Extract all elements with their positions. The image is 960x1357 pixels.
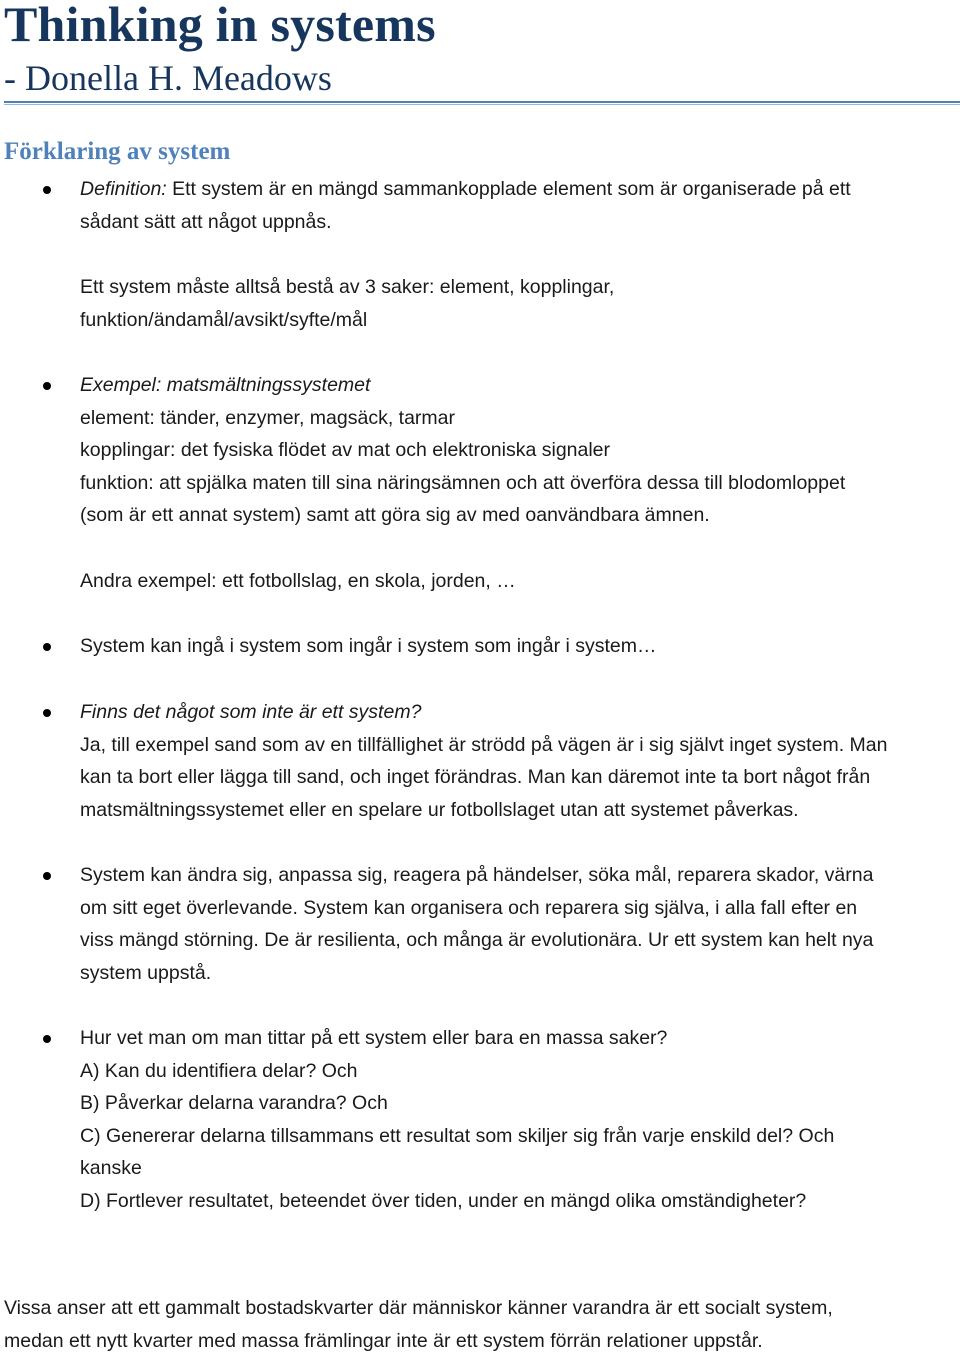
document-subtitle: - Donella H. Meadows: [4, 58, 332, 98]
how-answer-b: B) Påverkar delarna varandra? Och: [80, 1092, 388, 1115]
list-item-example: [80, 369, 956, 532]
question-text: Finns det något som inte är ett system?: [80, 701, 422, 723]
change-line: System kan ändra sig, anpassa sig, reagera på händelser, söka mål, reparera skador, värna: [80, 864, 874, 886]
list-item-question: [80, 696, 956, 826]
definition-line-1: [80, 173, 956, 206]
definition-text: Ett system är en mängd sammankopplade element som är organiserade på ett: [166, 178, 851, 200]
how-question: Hur vet man om man tittar på ett system eller bara en massa saker?: [80, 1027, 668, 1049]
example-line: kopplingar: det fysiska flödet av mat och elektroniska signaler: [80, 439, 611, 462]
answer-line: matsmältningssystemet eller en spelare ur fotbollslaget utan att systemet påverkas.: [80, 798, 799, 821]
title-divider: [4, 101, 960, 103]
answer-line: Ja, till exempel sand som av en tillfällighet är strödd på vägen är i sig självt inget system. Man: [80, 733, 888, 756]
closing-line: Vissa anser att ett gammalt bostadskvarter där människor känner varandra är ett socialt system,: [4, 1297, 833, 1319]
section-heading: Förklaring av system: [4, 138, 231, 165]
document-title-block: [4, 0, 960, 100]
list-item-change: [80, 859, 956, 989]
example-line: funktion: att spjälka maten till sina näringsämnen och att överföra dessa till blodomloppet: [80, 471, 846, 494]
how-answer-d: D) Fortlever resultatet, beteendet över tiden, under en mängd olika omständigheter?: [80, 1189, 807, 1212]
document-title: Thinking in systems: [4, 0, 436, 52]
change-line: om sitt eget överlevande. System kan organisera och reparera sig själva, i alla fall efter en: [80, 896, 858, 919]
list-item-how: [80, 1022, 956, 1218]
how-answer-c-cont: kanske: [80, 1157, 142, 1180]
bullet-icon: [43, 382, 51, 390]
other-examples-text: Andra exempel: ett fotbollslag, en skola, jorden, …: [80, 570, 516, 592]
bullet-icon: [43, 872, 51, 880]
how-answer-a: A) Kan du identifiera delar? Och: [80, 1059, 358, 1082]
example-line: element: tänder, enzymer, magsäck, tarmar: [80, 406, 455, 429]
definition-line-2: sådant sätt att något uppnås.: [80, 210, 332, 233]
answer-line: kan ta bort eller lägga till sand, och inget förändras. Man kan däremot inte ta bort något från: [80, 766, 871, 789]
nested-text: System kan ingå i system som ingår i system som ingår i system…: [80, 635, 657, 657]
example-label: Exempel: matsmältningssystemet: [80, 374, 371, 396]
bullet-icon: [43, 643, 51, 651]
list-item-definition: [80, 173, 956, 238]
bullet-icon: [43, 709, 51, 717]
title-divider-thin: [4, 104, 960, 105]
paragraph-other-examples: [80, 565, 956, 598]
closing-paragraph: [4, 1292, 954, 1357]
definition-label: Definition:: [80, 178, 167, 200]
how-answer-c: C) Genererar delarna tillsammans ett resultat som skiljer sig från varje enskild del? Och: [80, 1124, 835, 1147]
list-item-nested: [80, 630, 956, 663]
change-line: viss mängd störning. De är resilienta, och många är evolutionära. Ur ett system kan helt nya: [80, 929, 874, 952]
example-line: (som är ett annat system) samt att göra sig av med oanvändbara ämnen.: [80, 504, 710, 527]
bullet-icon: [43, 1035, 51, 1043]
paragraph-line: funktion/ändamål/avsikt/syfte/mål: [80, 308, 368, 331]
bullet-icon: [43, 186, 51, 194]
paragraph-line: Ett system måste alltså bestå av 3 saker: element, kopplingar,: [80, 276, 615, 298]
closing-line: medan ett nytt kvarter med massa främlingar inte är ett system förrän relationer uppstår.: [4, 1329, 763, 1352]
change-line: system uppstå.: [80, 961, 212, 984]
paragraph-three-things: [80, 271, 956, 336]
